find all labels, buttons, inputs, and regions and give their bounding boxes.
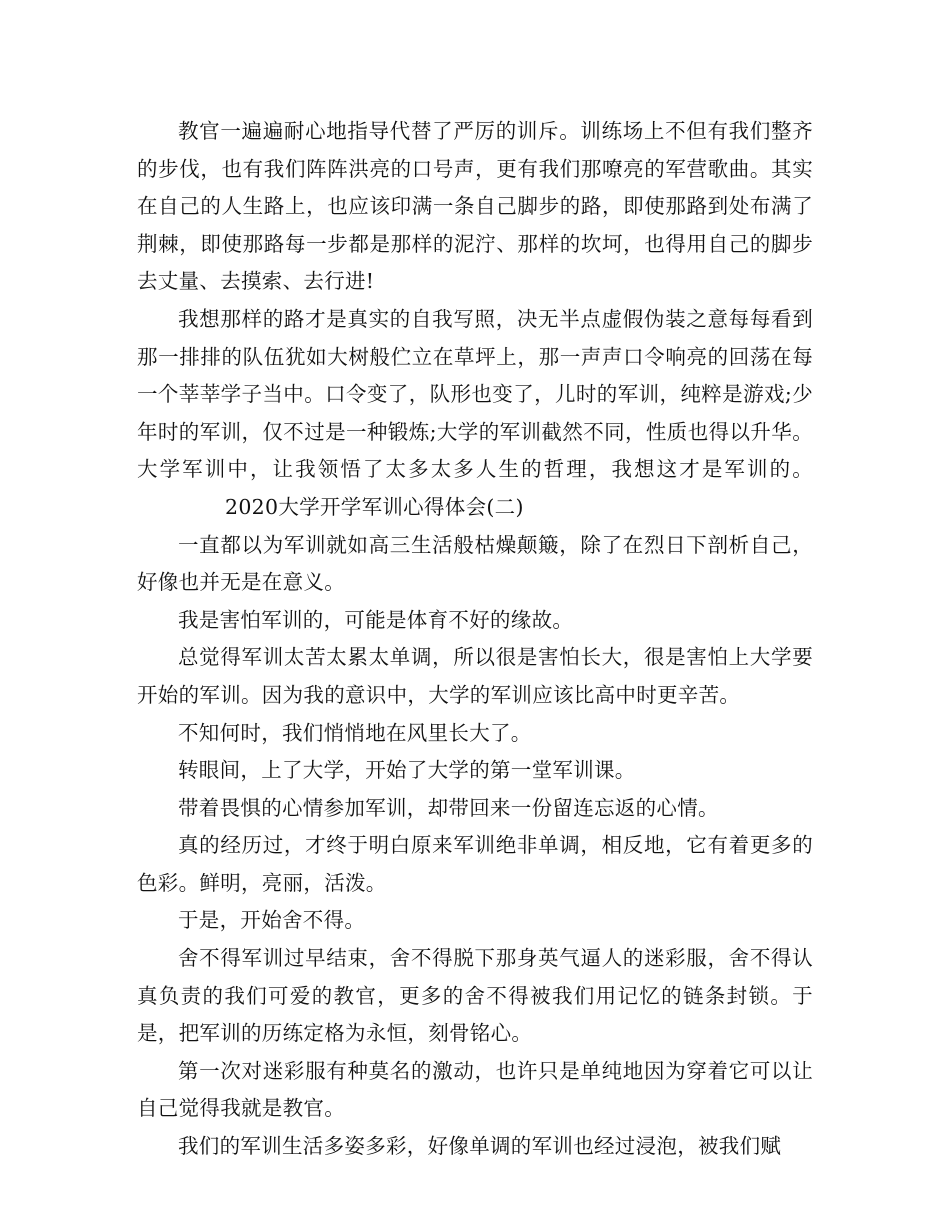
paragraph: 我是害怕军训的，可能是体育不好的缘故。 (178, 607, 574, 632)
paragraph: 于是，开始舍不得。 (178, 908, 366, 933)
paragraph: 转眼间，上了大学，开始了大学的第一堂军训课。 (178, 758, 636, 783)
section-heading: 2020大学开学军训心得体会(二) (225, 494, 524, 519)
paragraph: 真的经历过，才终于明白原来军训绝非单调，相反地，它有着更多的色彩。鲜明，亮丽，活泼。 (137, 833, 813, 895)
paragraph: 一直都以为军训就如高三生活般枯燥颠簸，除了在烈日下剖析自己，好像也并无是在意义。 (137, 532, 813, 595)
paragraph: 我们的军训生活多姿多彩，好像单调的军训也经过浸泡，被我们赋 (178, 1134, 782, 1159)
paragraph-with-heading (137, 301, 813, 527)
paragraph: 第一次对迷彩服有种莫名的激动，也许只是单纯地因为穿着它可以让自己觉得我就是教官。 (137, 1058, 813, 1121)
paragraph: 总觉得军训太苦太累太单调，所以很是害怕长大，很是害怕上大学要开始的军训。因为我的意识中，大学的军训应该比高中时更辛苦。 (137, 645, 813, 707)
paragraph: 不知何时，我们悄悄地在风里长大了。 (178, 720, 532, 745)
paragraph-text: 我想那样的路才是真实的自我写照，决无半点虚假伪装之意每每看到那一排排的队伍犹如大树般伫立在草坪上，那一声声口令响亮的回荡在每一个莘莘学子当中。口令变了，队形也变了，儿时的军训，纯粹是游戏;少年时的军训，仅不过是一种锻炼;大学的军训截然不同，性质也得以升华。大学军训中，让我领悟了太多太多人生的哲理，我想这才是军训的。 (137, 306, 813, 482)
paragraph: 舍不得军训过早结束，舍不得脱下那身英气逼人的迷彩服，舍不得认真负责的我们可爱的教官，更多的舍不得被我们用记忆的链条封锁。于是，把军训的历练定格为永恒，刻骨铭心。 (137, 946, 813, 1046)
paragraph: 教官一遍遍耐心地指导代替了严厉的训斥。训练场上不但有我们整齐的步伐，也有我们阵阵洪亮的口号声，更有我们那嘹亮的军营歌曲。其实在自己的人生路上，也应该印满一条自己脚步的路，即使那路到处布满了荆棘，即使那路每一步都是那样的泥泞、那样的坎坷，也得用自己的脚步去丈量、去摸索、去行进! (137, 119, 813, 294)
document-body (137, 113, 813, 1166)
paragraph: 带着畏惧的心情参加军训，却带回来一份留连忘返的心情。 (178, 795, 719, 820)
